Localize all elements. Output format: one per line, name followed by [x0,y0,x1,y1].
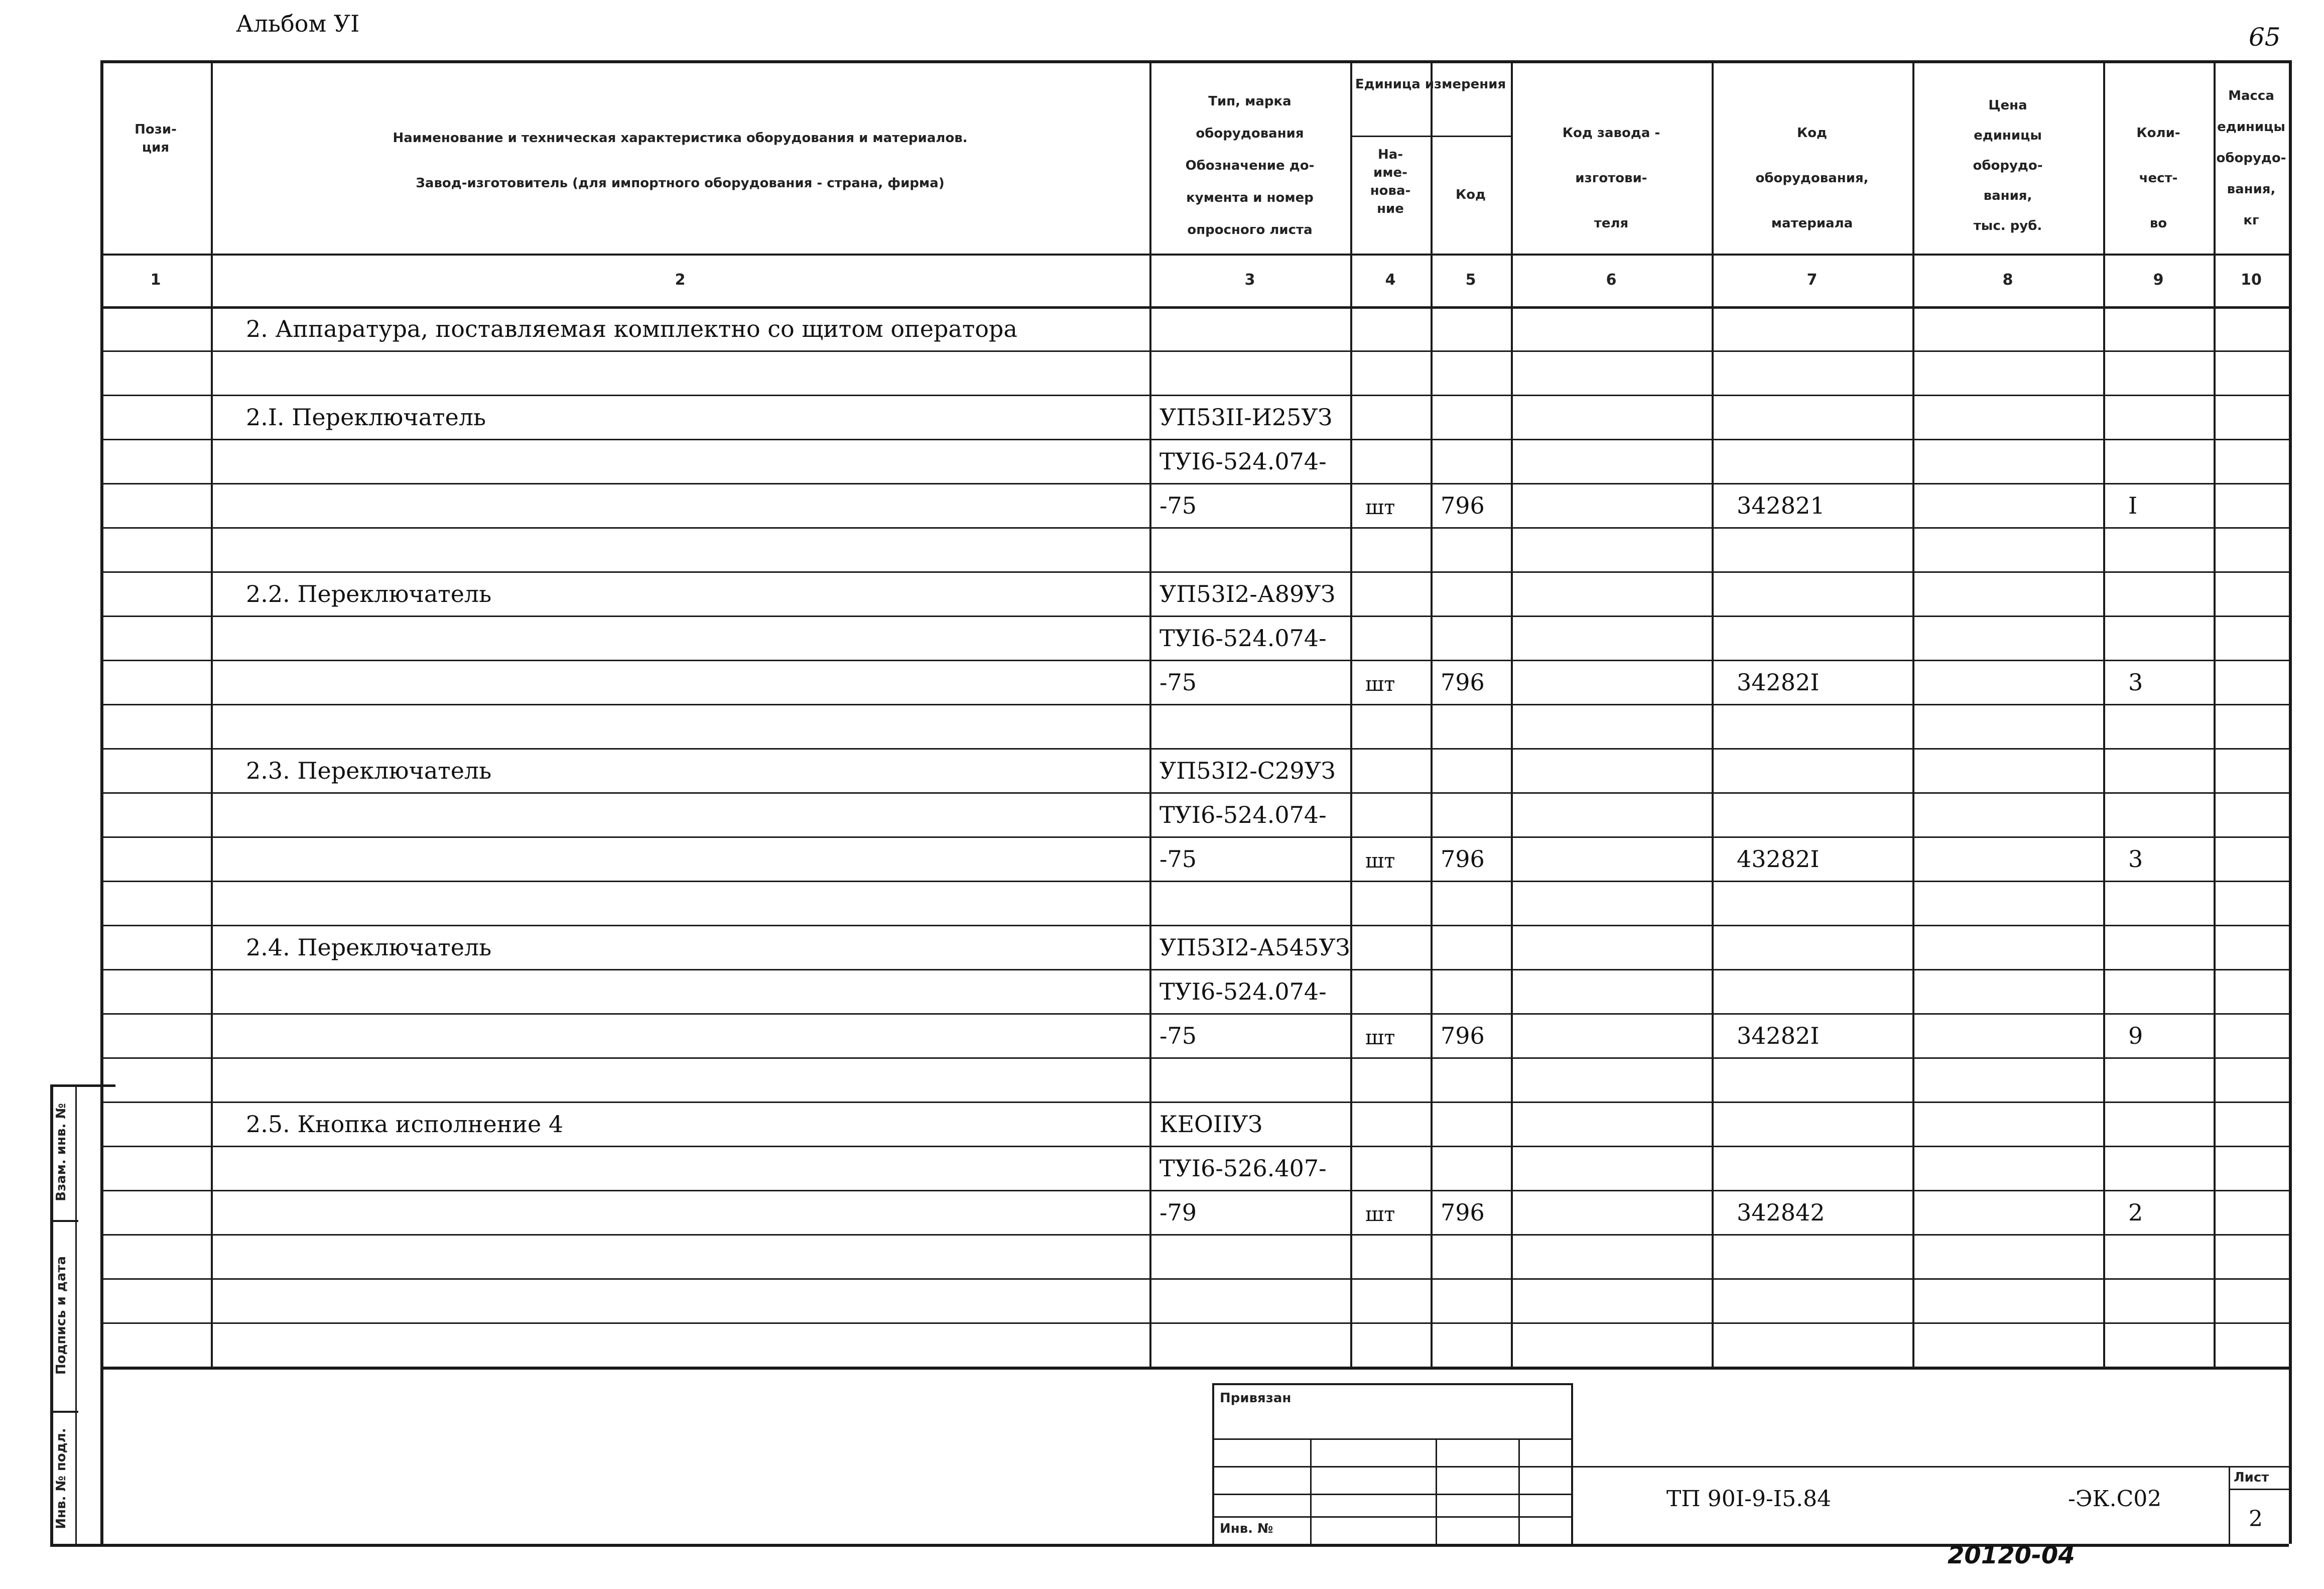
row-quantity: I [2128,492,2138,519]
column-number: 4 [1385,271,1396,289]
row-equipment-code: 342821 [1737,492,1825,519]
attached-box-divider [1212,1494,1571,1495]
row-divider [100,527,2289,529]
row-divider [100,1190,2289,1191]
column-divider [1350,60,1352,1367]
column-number: 3 [1244,271,1255,289]
row-divider [100,439,2289,440]
column-header: Код завода - изготови- теля [1562,126,1660,231]
column-divider [2289,60,2292,1367]
row-code: 796 [1441,845,1485,873]
column-number: 10 [2241,271,2262,289]
attached-box-divider [1212,1466,1571,1468]
side-strip-left-border [50,1084,53,1544]
row-divider [100,1057,2289,1059]
column-number: 9 [2153,271,2164,289]
row-quantity: 3 [2128,669,2143,696]
row-divider [100,660,2289,661]
row-divider [100,1013,2289,1015]
row-equipment-code: 342842 [1737,1199,1825,1226]
column-header: Коли- чест- во [2136,126,2180,231]
attached-box-divider [1212,1516,1571,1518]
row-type: ТУI6-524.074- [1159,801,1327,828]
inventory-label: Инв. № [1220,1521,1273,1536]
column-header: Наименование и техническая характеристика оборудования и материалов. Завод-изготовитель (для импортного оборудования - страна, фирма) [393,131,968,191]
column-number: 6 [1606,271,1617,289]
row-divider [100,1146,2289,1147]
row-unit: шт [1365,849,1395,873]
row-divider [100,792,2289,794]
row-equipment-code: 43282I [1737,845,1820,873]
row-code: 796 [1441,492,1485,519]
unit-group-divider [1350,136,1511,137]
row-name: 2.3. Переключатель [246,757,492,784]
column-divider [1912,60,1914,1367]
row-type: УП53II-И25УЗ [1159,404,1333,431]
row-unit: шт [1365,496,1395,519]
row-type: -75 [1159,845,1197,873]
row-equipment-code: 34282I [1737,1022,1820,1049]
column-divider [1149,60,1151,1367]
side-strip-inner-border [75,1084,77,1544]
sheet-label: Лист [2234,1470,2269,1485]
column-header: Код оборудования, материала [1755,126,1869,231]
header-bottom-border [100,254,2289,256]
row-divider [100,483,2289,484]
row-name: 2.2. Переключатель [246,580,492,607]
column-header: На- име- нова- ние [1370,147,1411,216]
side-strip-label: Взам. инв. № [54,1103,69,1201]
column-header: Масса единицы оборудо- вания, кг [2216,88,2286,228]
row-name: 2.I. Переключатель [246,404,486,431]
row-divider [100,395,2289,396]
column-header: Единица измерения [1355,77,1506,92]
album-title: Альбом УI [236,10,360,37]
page-number: 65 [2249,23,2281,52]
column-number: 1 [150,271,161,289]
attached-label: Привязан [1220,1391,1292,1406]
row-type: УП53I2-С29УЗ [1159,757,1336,784]
row-type: УП53I2-А89УЗ [1159,580,1336,607]
row-type: -75 [1159,669,1197,696]
row-divider [100,1102,2289,1103]
attached-box-column [1310,1438,1312,1544]
row-type: ТУI6-526.407- [1159,1155,1327,1182]
column-divider [1712,60,1714,1367]
column-divider [2103,60,2105,1367]
row-type: КЕОIIУЗ [1159,1111,1263,1138]
row-name: 2.5. Кнопка исполнение 4 [246,1111,564,1138]
row-divider [100,925,2289,926]
row-divider [100,571,2289,573]
row-name: 2. Аппаратура, поставляемая комплектно со щитом оператора [246,315,1017,342]
document-number: ТП 90I-9-I5.84 [1666,1486,1832,1512]
row-divider [100,748,2289,750]
row-quantity: 3 [2128,845,2143,873]
table-top-border [100,60,2289,63]
side-strip-label: Инв. № подл. [54,1428,69,1529]
footer-code: 20120-04 [1948,1541,2075,1569]
row-type: ТУI6-524.074- [1159,448,1327,475]
side-strip-label: Подпись и дата [54,1256,69,1375]
doc-block-top [1571,1466,2289,1468]
attached-box-top [1212,1383,1571,1385]
sheet-box-divider [2229,1489,2289,1490]
row-type: -75 [1159,1022,1197,1049]
row-quantity: 2 [2128,1199,2143,1226]
row-divider [100,881,2289,882]
attached-box-right [1571,1383,1573,1544]
column-number: 5 [1465,271,1476,289]
row-code: 796 [1441,1022,1485,1049]
column-number: 8 [2002,271,2013,289]
column-divider [211,60,213,1367]
column-divider [1431,60,1433,1367]
row-type: ТУI6-524.074- [1159,625,1327,652]
column-number: 7 [1806,271,1818,289]
row-divider [100,704,2289,705]
row-code: 796 [1441,1199,1485,1226]
row-name: 2.4. Переключатель [246,934,492,961]
row-divider [100,1234,2289,1236]
column-header: Тип, марка оборудования Обозначение до- кумента и номер опросного листа [1185,94,1315,237]
number-row-bottom-border [100,306,2289,309]
row-quantity: 9 [2128,1022,2143,1049]
column-divider [100,60,103,1367]
table-bottom-border [100,1367,2289,1370]
sheet-number: 2 [2249,1506,2263,1532]
sheet-box-left [2229,1466,2230,1544]
row-type: -75 [1159,492,1197,519]
column-divider [2214,60,2216,1367]
row-code: 796 [1441,669,1485,696]
row-type: УП53I2-А545УЗ [1159,934,1350,961]
column-header: Цена единицы оборудо- вания, тыс. руб. [1973,98,2043,233]
row-type: ТУI6-524.074- [1159,978,1327,1005]
attached-box-divider [1212,1438,1571,1440]
row-divider [100,350,2289,352]
column-divider [1511,60,1513,1367]
column-header: Код [1455,187,1486,202]
frame-left-border [100,1367,103,1544]
row-unit: шт [1365,1203,1395,1226]
row-type: -79 [1159,1199,1197,1226]
row-unit: шт [1365,673,1395,696]
row-divider [100,969,2289,970]
attached-box-left [1212,1383,1214,1544]
column-header: Пози- ция [135,122,177,155]
row-equipment-code: 34282I [1737,669,1820,696]
row-divider [100,1278,2289,1280]
frame-right-border [2289,1367,2292,1544]
attached-box-column [1436,1438,1437,1544]
column-number: 2 [675,271,686,289]
row-divider [100,1322,2289,1324]
document-suffix: -ЭК.С02 [2068,1486,2162,1512]
row-divider [100,836,2289,838]
row-divider [100,616,2289,617]
attached-box-column [1518,1438,1520,1544]
row-unit: шт [1365,1026,1395,1049]
